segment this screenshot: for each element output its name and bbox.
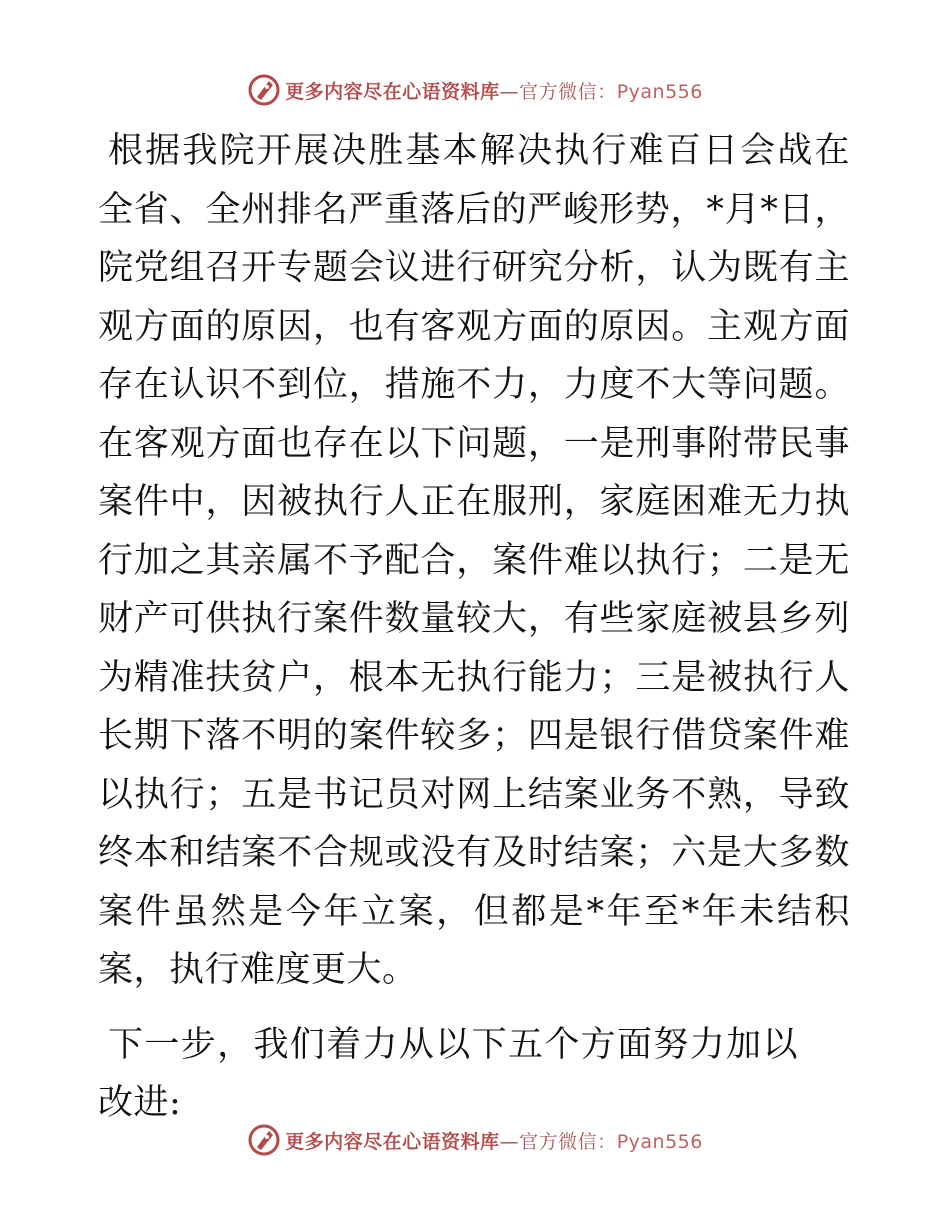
- watermark-account: Pyan556: [616, 80, 703, 103]
- watermark-lead: 更多内容尽在心语资料库: [285, 80, 500, 103]
- header-watermark: [0, 70, 950, 110]
- watermark-account: Pyan556: [616, 1130, 703, 1153]
- pen-nib-logo-icon: [247, 1123, 281, 1157]
- watermark-separator: —: [499, 1130, 520, 1153]
- pen-nib-logo-icon: [247, 73, 281, 107]
- watermark-text: [285, 1127, 703, 1154]
- paragraph-2: 下一步，我们着力从以下五个方面努力加以改进:: [98, 1024, 798, 1123]
- watermark-separator: —: [499, 80, 520, 103]
- watermark-middle: 官方微信：: [519, 80, 617, 103]
- watermark-lead: 更多内容尽在心语资料库: [285, 1130, 500, 1153]
- watermark-text: [285, 77, 703, 104]
- document-body: [98, 122, 850, 1133]
- watermark-middle: 官方微信：: [519, 1130, 617, 1153]
- footer-watermark: [0, 1120, 950, 1160]
- paragraph-1: 根据我院开展决胜基本解决执行难百日会战在全省、全州排名严重落后的严峻形势，*月*日，院党组召开专题会议进行研究分析，认为既有主观方面的原因，也有客观方面的原因。主观方面存在认识不到位，措施不力，力度不大等问题。在客观方面也存在以下问题，一是刑事附带民事案件中，因被执行人正在服刑，家庭困难无力执行加之其亲属不予配合，案件难以执行；二是无财产可供执行案件数量较大，有些家庭被县乡列为精准扶贫户，根本无执行能力；三是被执行人长期下落不明的案件较多；四是银行借贷案件难以执行；五是书记员对网上结案业务不熟，导致终本和结案不合规或没有及时结案；六是大多数案件虽然是今年立案，但都是*年至*年未结积案，执行难度更大。: [98, 131, 850, 990]
